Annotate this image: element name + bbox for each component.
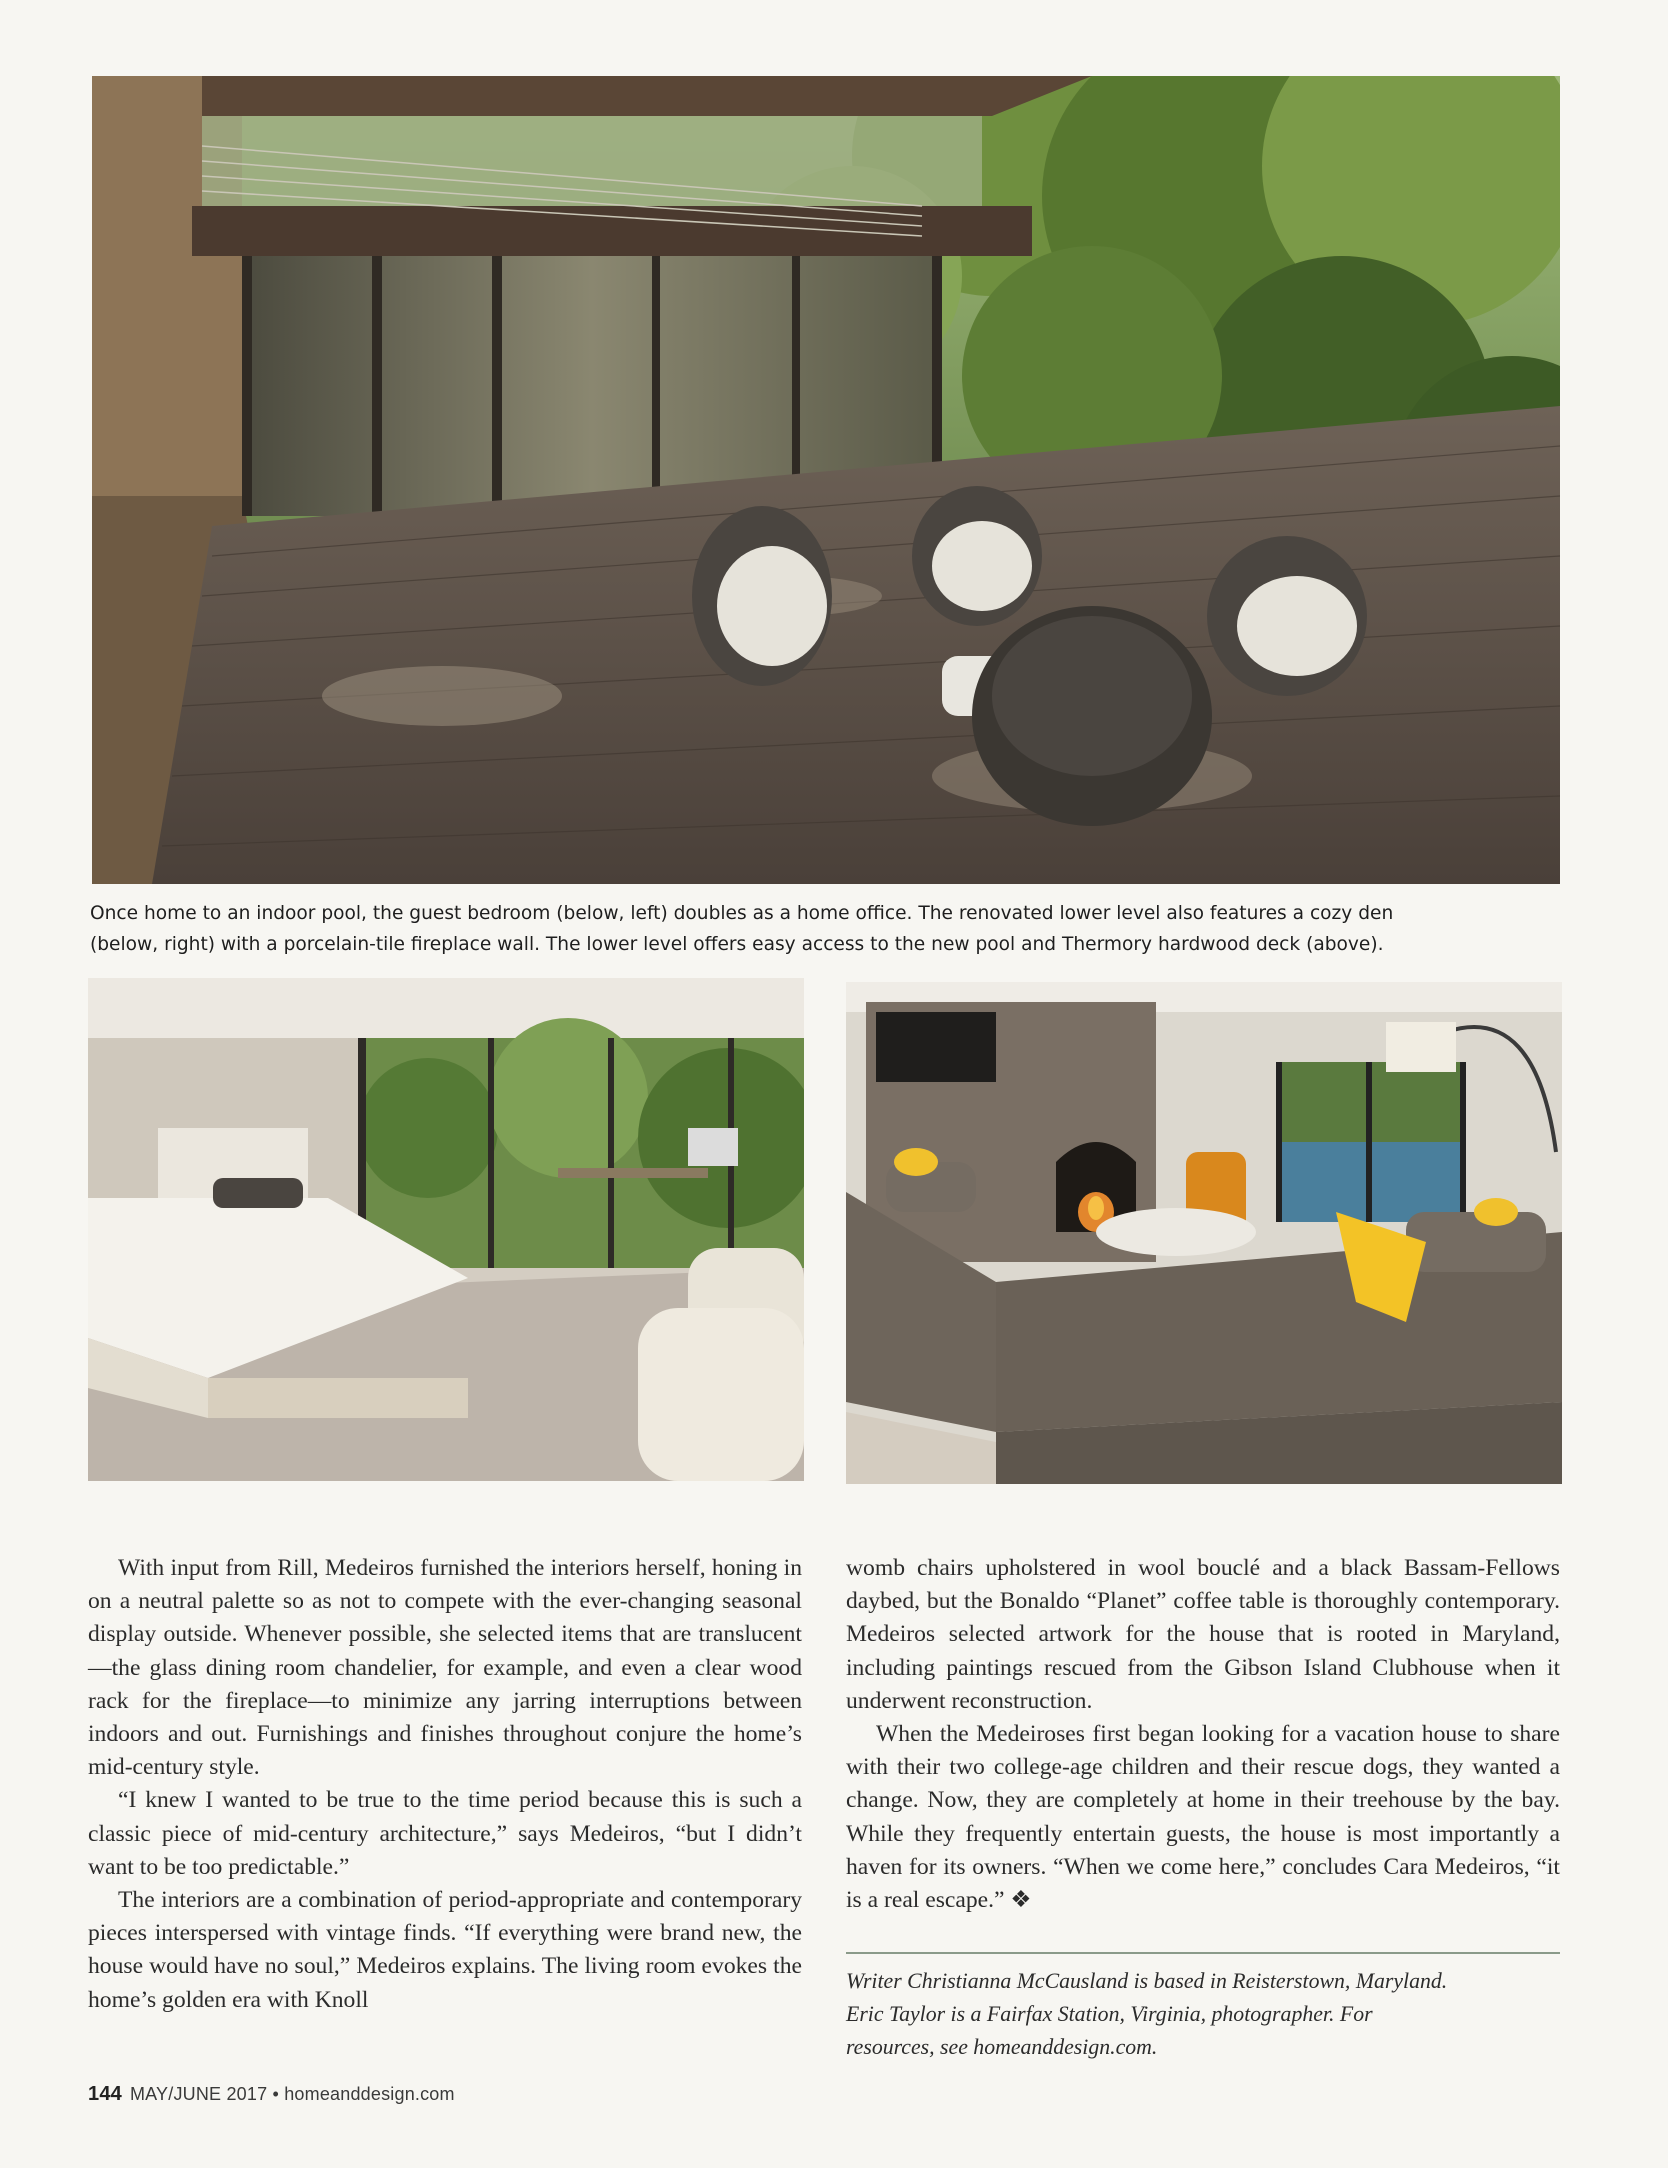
photo-deck-exterior	[92, 76, 1560, 884]
caption-line-2: (below, right) with a porcelain-tile fireplace wall. The lower level offers easy access to the new pool and Thermory hardwood deck (above).	[90, 934, 1384, 955]
credits	[846, 1965, 1560, 2064]
page-number: 144	[88, 2083, 122, 2105]
credits-line: resources, see homeanddesign.com.	[846, 2035, 1158, 2059]
photo-caption	[90, 898, 1570, 960]
photo-den-fireplace	[846, 982, 1562, 1484]
article-column-left	[88, 1552, 802, 2017]
caption-line-1: Once home to an indoor pool, the guest bedroom (below, left) doubles as a home office. The renovated lower level also features a cozy den	[90, 903, 1394, 924]
article-paragraph: With input from Rill, Medeiros furnished the interiors herself, honing in on a neutral palette so as not to compete with the ever-changing seasonal display outside. Whenever possible, she selected items that are translucent—the glass dining room chandelier, for example, and even a clear wood rack for the fireplace—to minimize any jarring interruptions between indoors and out. Furnishings and finishes throughout conjure the home’s mid-century style.	[88, 1555, 802, 1781]
article-paragraph: The interiors are a combination of period-appropriate and contemporary pieces interspersed with vintage finds. “If everything were brand new, the house would have no soul,” Medeiros explains. The living room evokes the home’s golden era with Knoll	[88, 1887, 802, 2013]
article-paragraph: When the Medeiroses first began looking for a vacation house to share with their two college-age children and their rescue dogs, they wanted a change. Now, they are completely at home in their treehouse by the bay. While they frequently entertain guests, the house is most importantly a haven for its owners. “When we come here,” concludes Cara Medeiros, “it is a real escape.” ❖	[846, 1721, 1560, 1914]
article-paragraph: “I knew I wanted to be true to the time period because this is such a classic piece of mid-century architecture,” says Medeiros, “but I didn’t want to be too predictable.”	[88, 1787, 802, 1880]
article-column-right	[846, 1552, 1560, 1917]
photo-guest-bedroom-office	[88, 978, 804, 1481]
page-footer	[88, 2083, 455, 2106]
credits-divider	[846, 1952, 1560, 1954]
issue-and-site: MAY/JUNE 2017 • homeanddesign.com	[129, 2084, 455, 2104]
credits-line: Writer Christianna McCausland is based in Reisterstown, Maryland.	[846, 1969, 1448, 1993]
credits-line: Eric Taylor is a Fairfax Station, Virginia, photographer. For	[846, 2002, 1373, 2026]
article-paragraph: womb chairs upholstered in wool bouclé and a black Bassam-Fellows daybed, but the Bonaldo “Planet” coffee table is thoroughly contemporary. Medeiros selected artwork for the house that is rooted in Maryland, including paintings rescued from the Gibson Island Clubhouse when it underwent reconstruction.	[846, 1555, 1560, 1714]
